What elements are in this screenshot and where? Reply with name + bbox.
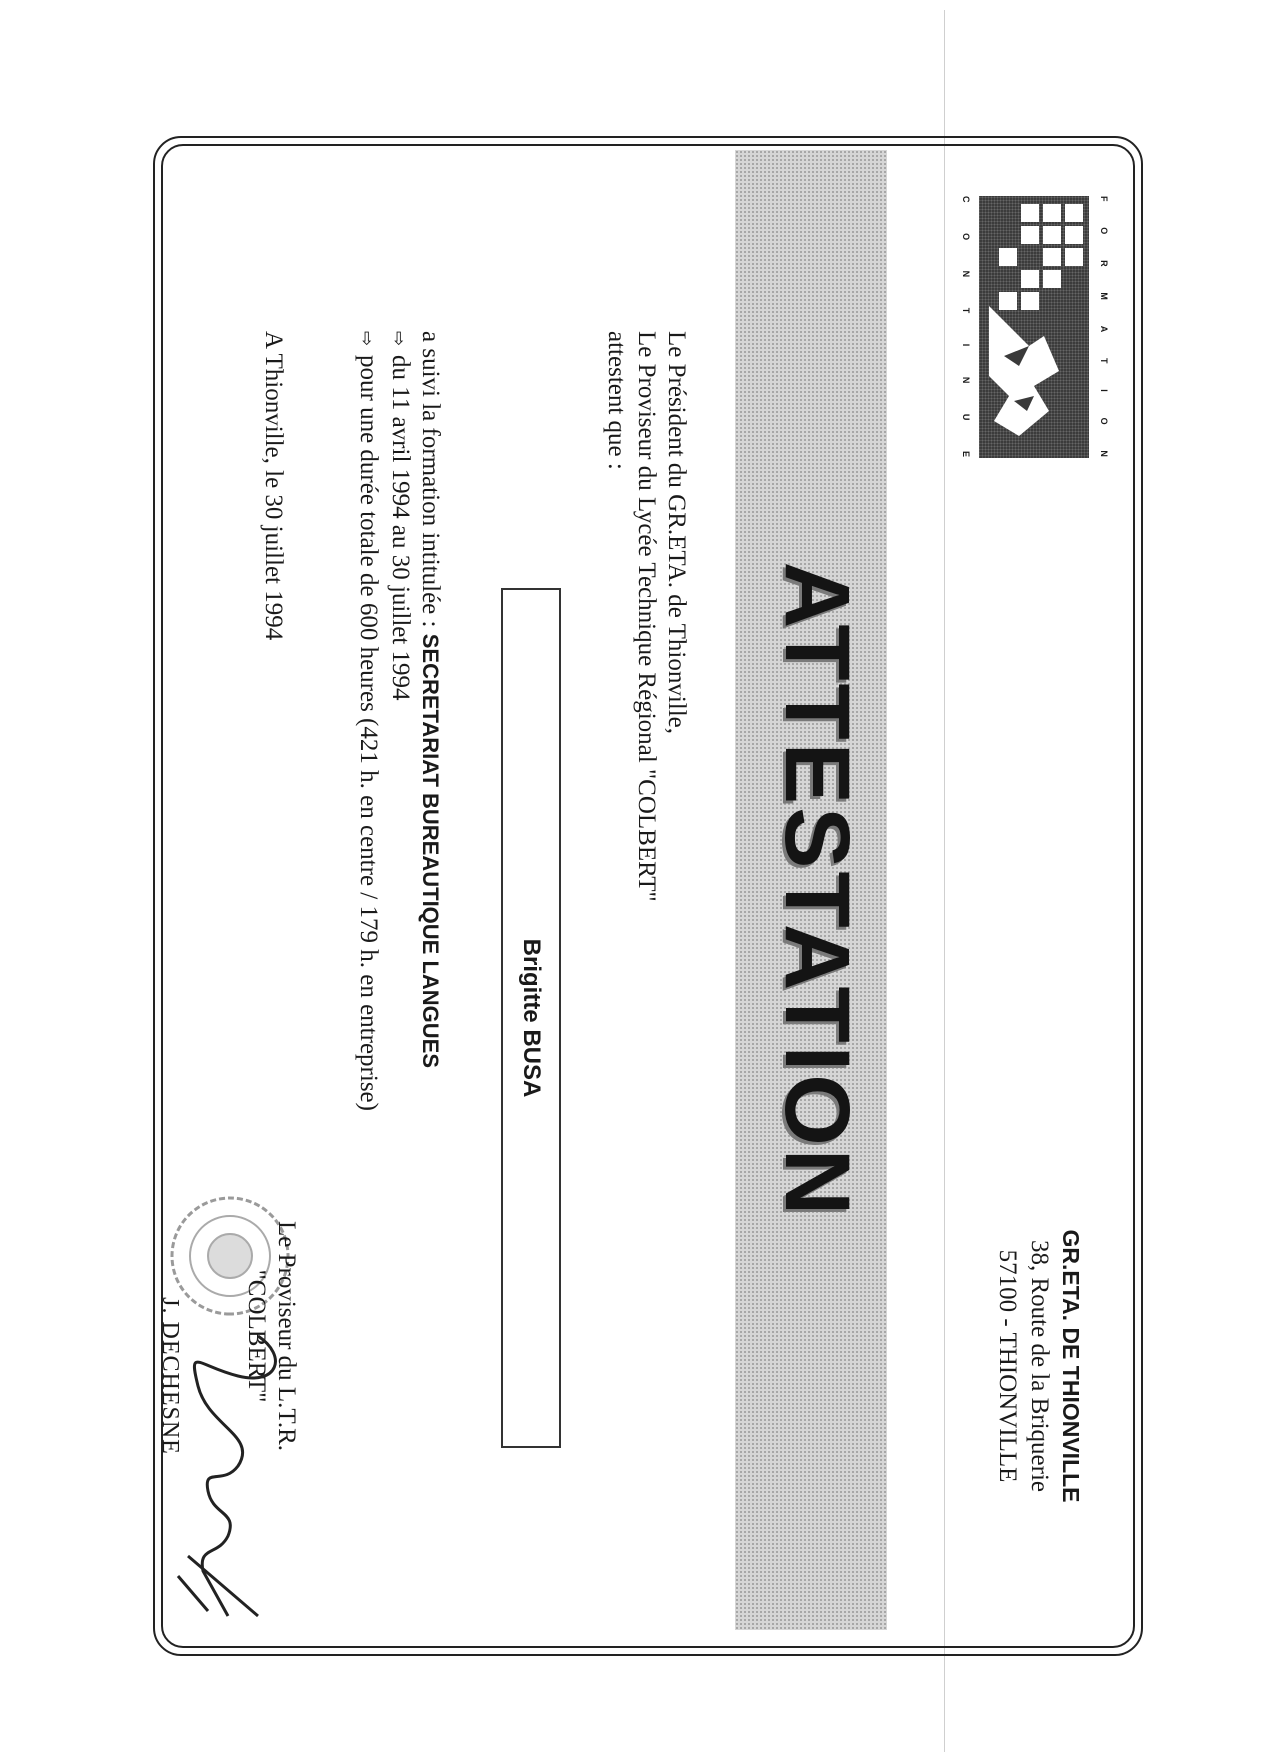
formation-details [351,331,445,1611]
logo-figure-icon [979,196,1089,458]
document-title: ATTESTATION [766,561,868,1219]
logo-top-letter: M [1099,292,1109,301]
logo-bottom-letter: I [961,343,971,348]
formation-prefix: a suivi la formation intitulée : [417,331,444,628]
intro-text [601,331,691,1231]
address-line-2: 57100 - THIONVILLE [994,1249,1021,1483]
formation-name: SECRETARIAT BUREAUTIQUE LANGUES [418,633,443,1069]
logo-graphic [979,196,1089,458]
logo-top-letter: F [1099,196,1109,203]
recipient-name-box [501,588,561,1448]
organization-address [991,1196,1087,1536]
logo-bottom-letter: U [961,413,971,422]
logo-bottom-letter: T [961,307,971,315]
signer-name: J. DECHESNE [157,1297,183,1455]
logo-top-letter: O [1099,227,1109,236]
intro-line-3: attestent que : [603,331,630,470]
address-line-1: 38, Route de la Briquerie [1026,1239,1053,1492]
intro-line-2: Le Proviseur du Lycée Technique Régional "COLBERT" [633,331,660,902]
period-line [383,331,415,1611]
duration-text: pour une durée totale de 600 heures (421 h. en centre / 179 h. en entreprise) [355,355,382,1111]
recipient-name: Brigitte BUSA [518,938,545,1098]
signatory-title: Le Proviseur du L.T.R. [273,1220,300,1452]
attestation-certificate [153,136,1143,1656]
logo-bottom-letter: N [961,270,971,279]
organization-name: GR.ETA. DE THIONVILLE [1058,1229,1084,1503]
logo-bottom-letter: E [961,450,971,458]
logo-top-letter: N [1099,450,1109,458]
place-and-date: A Thionville, le 30 juillet 1994 [260,331,287,641]
logo-top-letter: I [1099,389,1109,393]
formation-continue-logo [957,176,1117,476]
signatory-school: "COLBERT" [243,1269,270,1403]
logo-top-letter: R [1099,260,1109,268]
logo-bottom-letter: N [961,376,971,385]
duration-line [351,331,383,1611]
logo-top-letter: T [1099,358,1109,365]
title-band [735,150,887,1630]
logo-top-text [1099,196,1109,458]
formation-line [415,331,445,1611]
intro-line-1: Le Président du GR.ETA. de Thionville, [663,331,690,735]
logo-bottom-letter: O [961,233,971,242]
logo-top-letter: O [1099,417,1109,426]
logo-bottom-letter: C [961,196,971,204]
logo-top-letter: A [1099,325,1109,334]
logo-bottom-text [961,196,971,458]
arrow-bullet-icon: ⇨ [388,331,409,347]
arrow-bullet-icon: ⇨ [356,331,377,347]
period-text: du 11 avril 1994 au 30 juillet 1994 [387,355,414,701]
